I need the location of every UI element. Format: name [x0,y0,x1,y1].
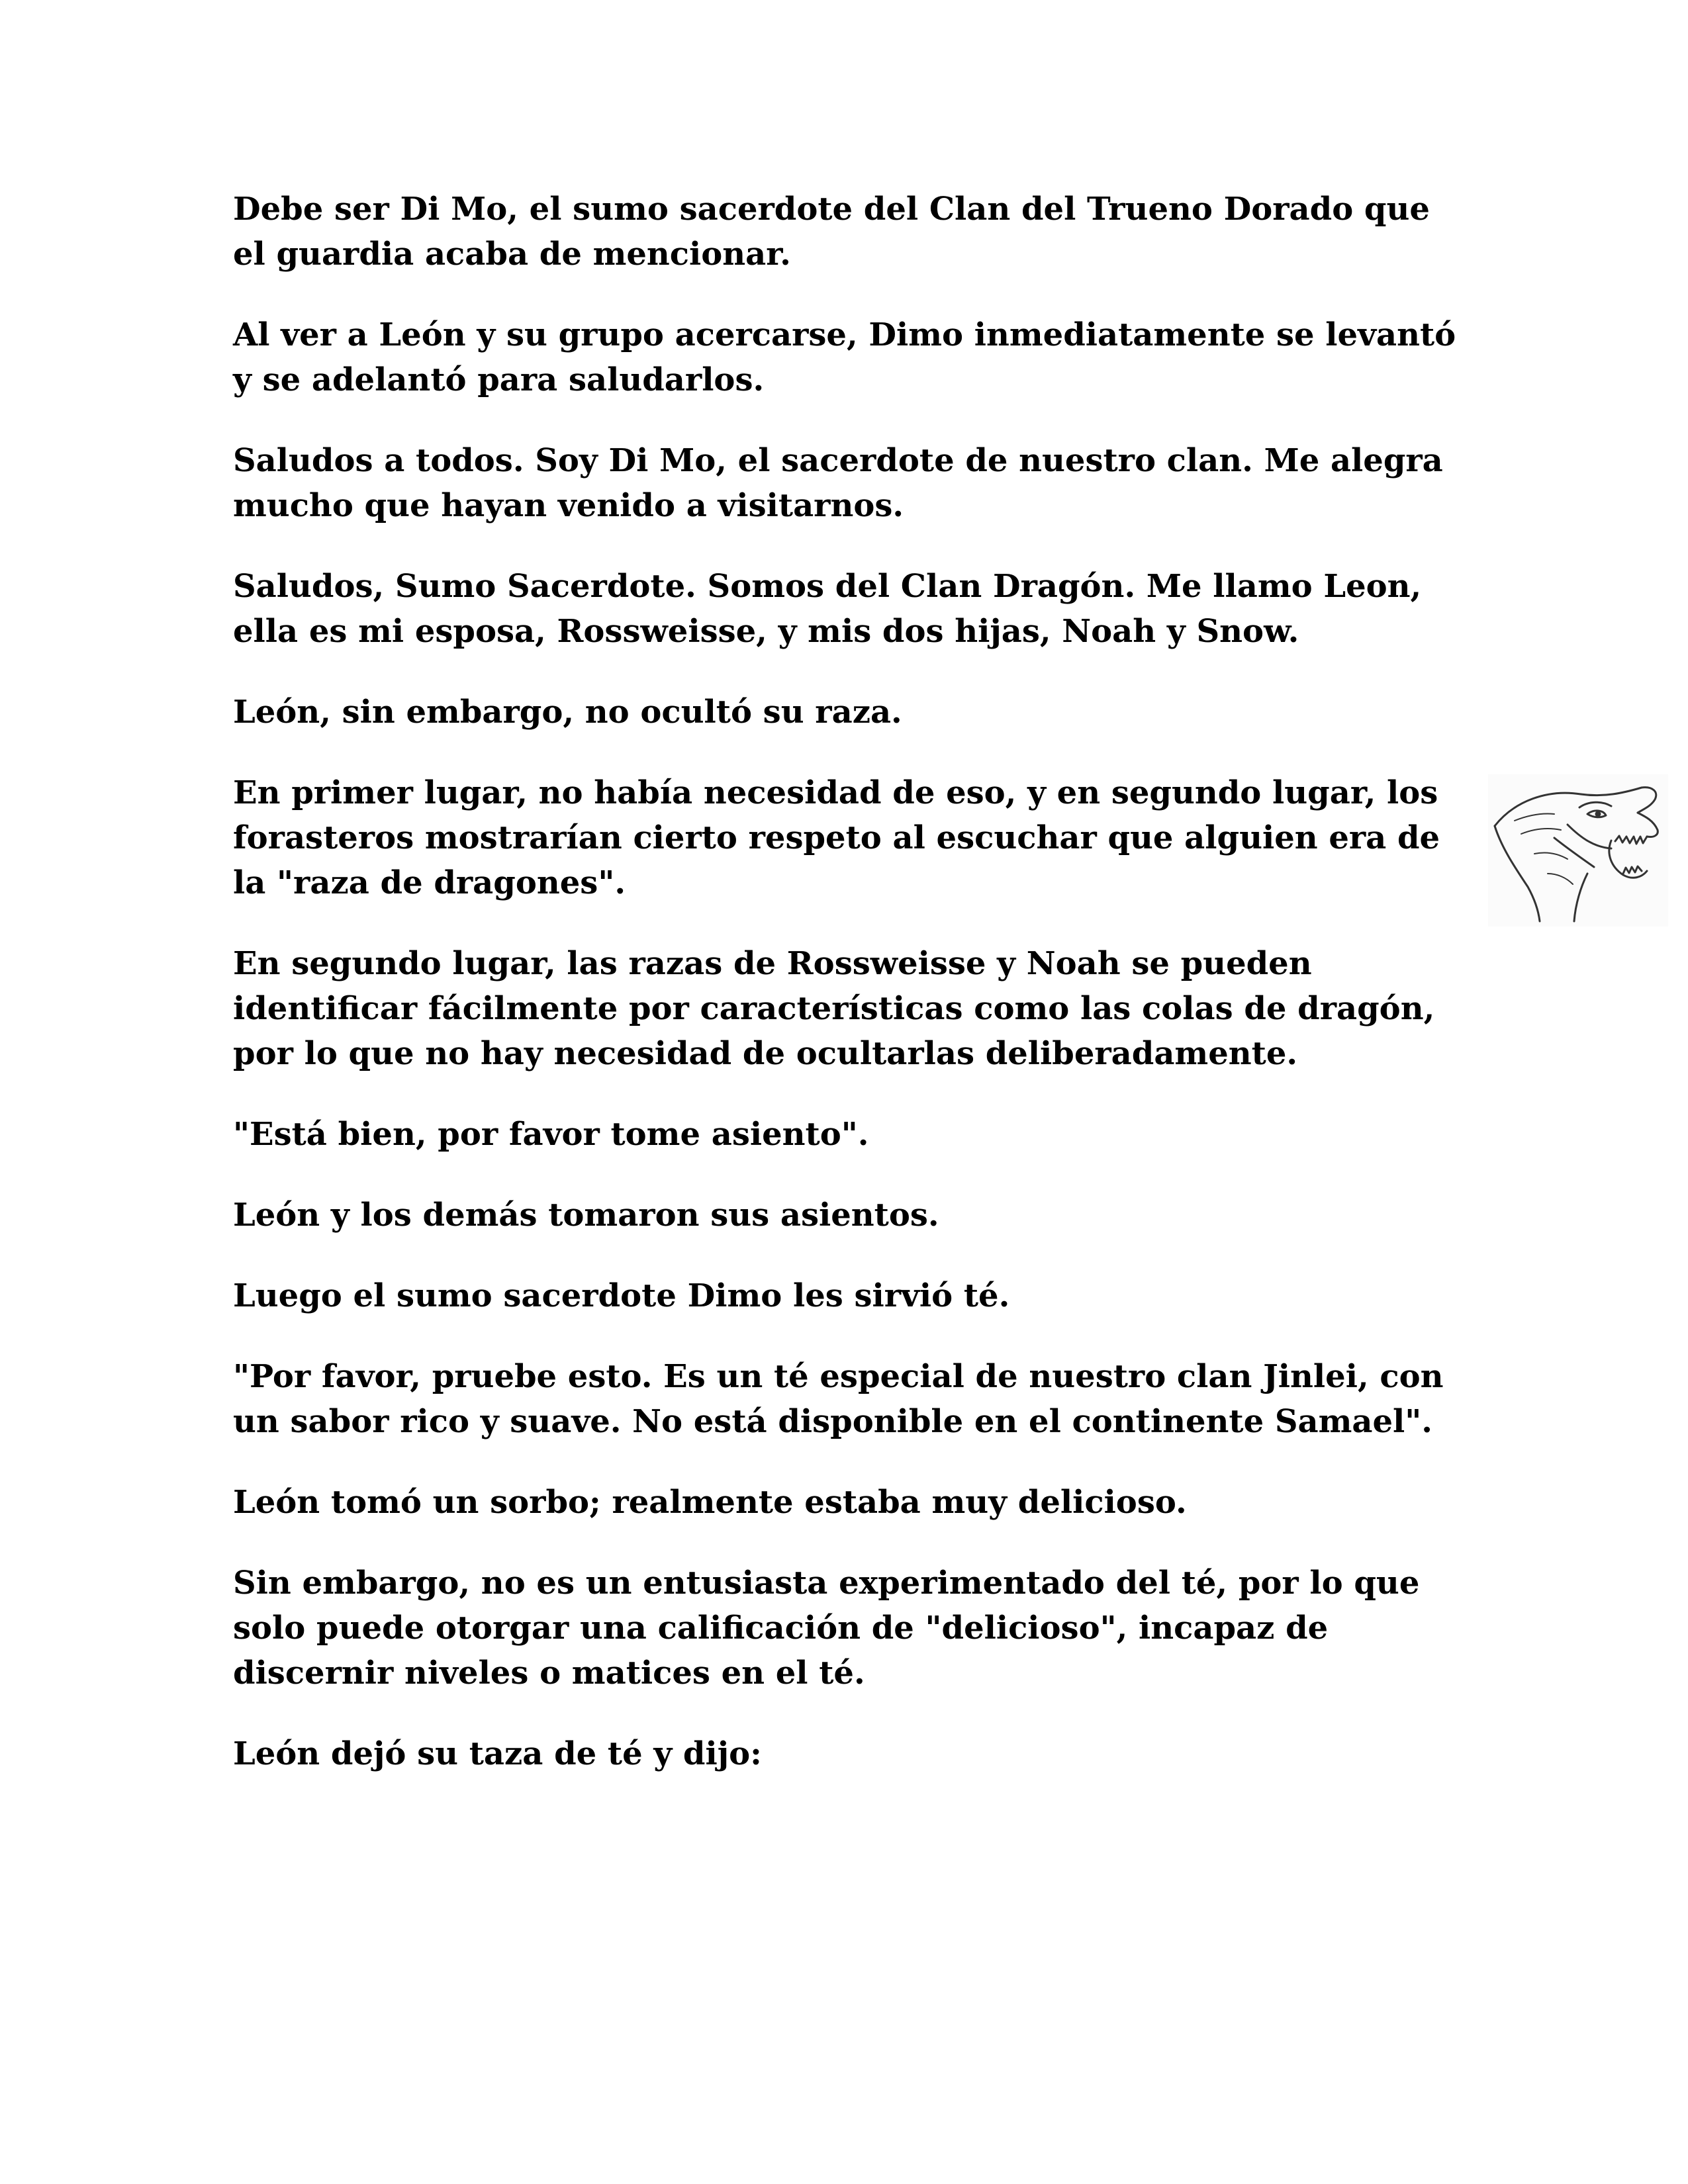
paragraph: En primer lugar, no había necesidad de eso, y en segundo lugar, los forasteros mostrarían cierto respeto al escuchar que alguien era de la "raza de dragones". [233,774,1440,901]
paragraph: "Está bien, por favor tome asiento". [233,1116,869,1153]
paragraph: Saludos a todos. Soy Di Mo, el sacerdote de nuestro clan. Me alegra mucho que hayan venido a visitarnos. [233,442,1443,524]
dinosaur-head-sketch-icon [1488,774,1668,927]
paragraph: Luego el sumo sacerdote Dimo les sirvió té. [233,1277,1010,1314]
paragraph: En segundo lugar, las razas de Rossweisse y Noah se pueden identificar fácilmente por características como las colas de dragón, por lo que no hay necesidad de ocultarlas deliberadamente. [233,945,1435,1072]
paragraph: Al ver a León y su grupo acercarse, Dimo inmediatamente se levantó y se adelantó para saludarlos. [233,316,1456,398]
paragraph: Saludos, Sumo Sacerdote. Somos del Clan Dragón. Me llamo Leon, ella es mi esposa, Rossweisse, y mis dos hijas, Noah y Snow. [233,568,1422,650]
body-text [233,187,1464,1812]
paragraph: Debe ser Di Mo, el sumo sacerdote del Clan del Trueno Dorado que el guardia acaba de mencionar. [233,191,1430,273]
paragraph: León dejó su taza de té y dijo: [233,1735,762,1772]
paragraph: León y los demás tomaron sus asientos. [233,1197,939,1234]
paragraph: León tomó un sorbo; realmente estaba muy delicioso. [233,1484,1187,1521]
paragraph: Sin embargo, no es un entusiasta experimentado del té, por lo que solo puede otorgar una calificación de "delicioso", incapaz de discernir niveles o matices en el té. [233,1565,1420,1692]
paragraph: León, sin embargo, no ocultó su raza. [233,694,902,731]
paragraph: "Por favor, pruebe esto. Es un té especial de nuestro clan Jinlei, con un sabor rico y suave. No está disponible en el continente Samael". [233,1358,1444,1440]
